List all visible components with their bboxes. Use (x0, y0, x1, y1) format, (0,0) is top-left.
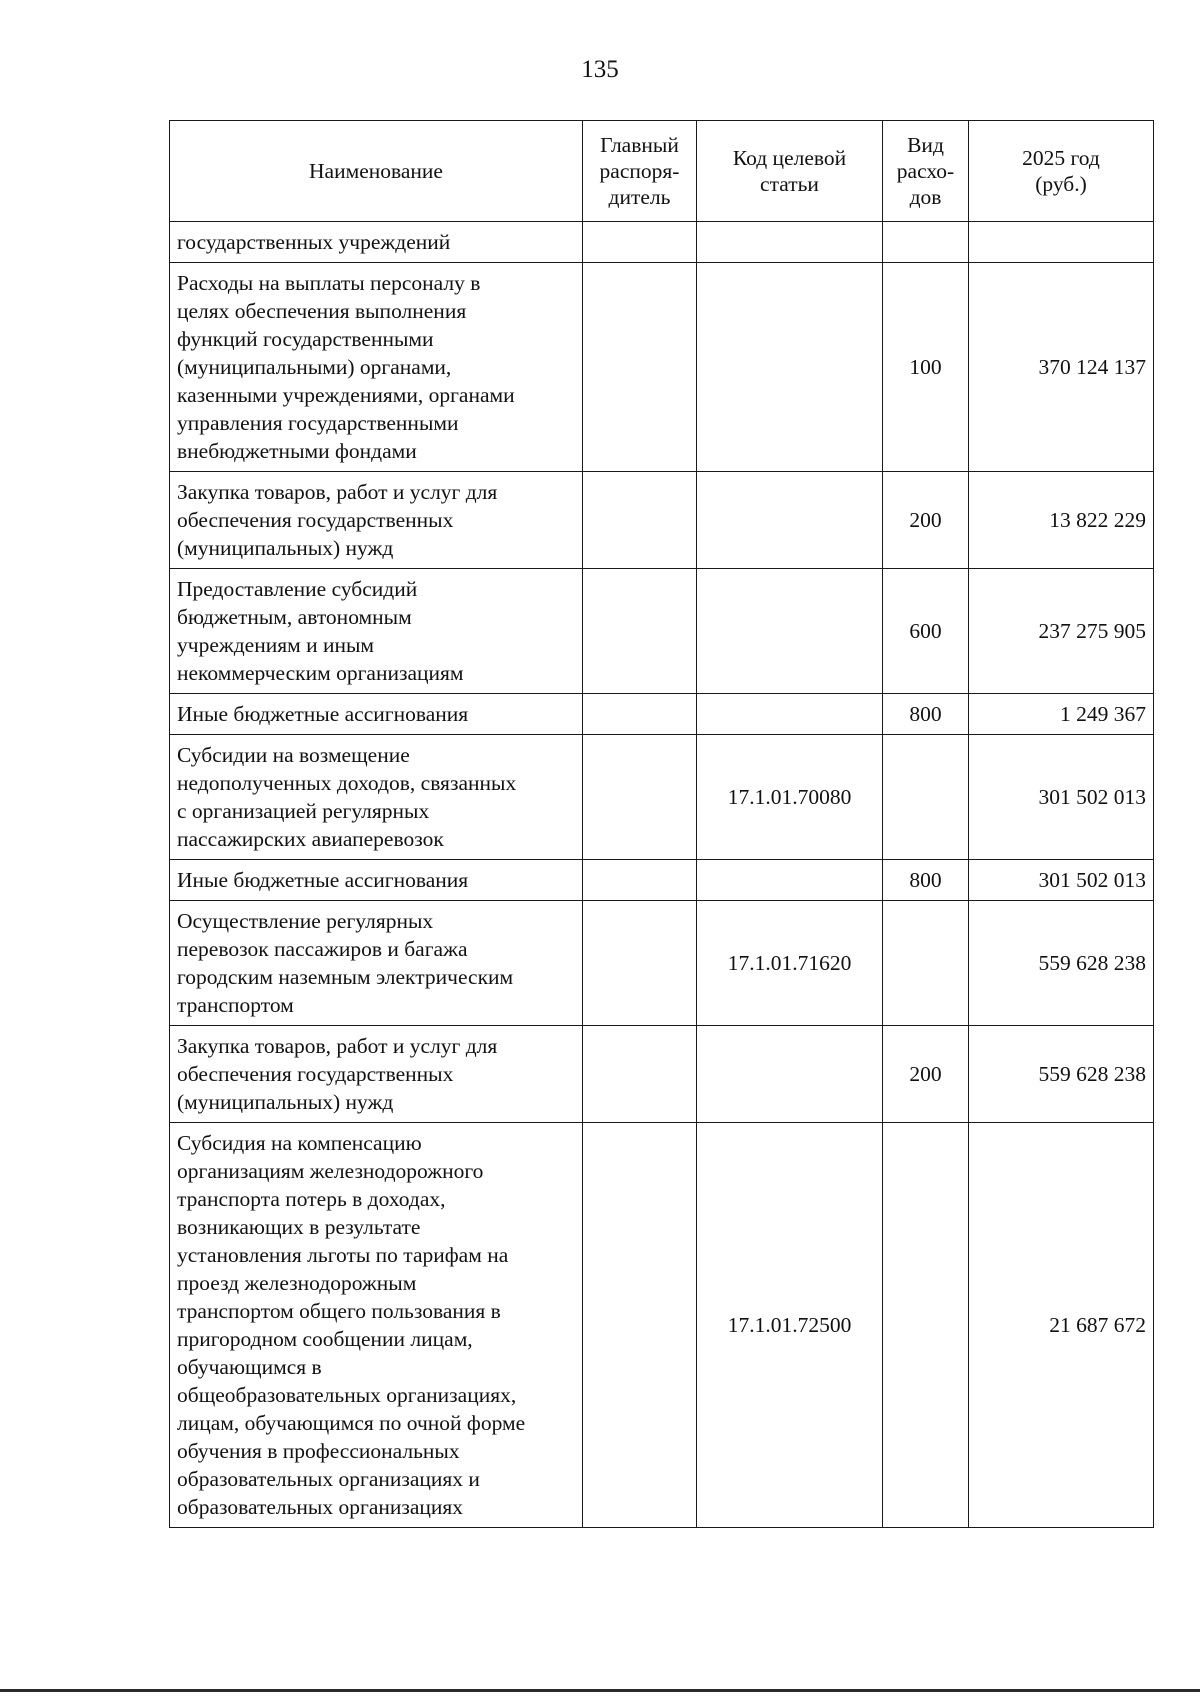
table-row (170, 860, 1154, 901)
table-row (170, 735, 1154, 860)
row-main-manager (583, 222, 697, 263)
header-amount (969, 121, 1154, 222)
row-target-code (697, 569, 883, 694)
table-row (170, 1123, 1154, 1528)
row-name: Иные бюджетные ассигнования (170, 694, 583, 735)
header-amount-label: 2025 год (руб.) (1022, 146, 1100, 196)
row-name: Предоставление субсидий бюджетным, автономным учреждениям и иным некоммерческим организациям (170, 569, 583, 694)
row-name: Иные бюджетные ассигнования (170, 860, 583, 901)
row-name: государственных учреждений (170, 222, 583, 263)
row-amount (969, 222, 1154, 263)
table-header-row (170, 121, 1154, 222)
row-target-code (697, 860, 883, 901)
page-number: 135 (581, 56, 619, 83)
row-main-manager (583, 1026, 697, 1123)
row-amount: 237 275 905 (969, 569, 1154, 694)
row-main-manager (583, 263, 697, 472)
row-target-code (697, 222, 883, 263)
row-expense-type (883, 735, 969, 860)
row-main-manager (583, 901, 697, 1026)
header-main-manager-label: Главный распоря- дитель (599, 133, 680, 209)
row-name: Субсидии на возмещение недополученных доходов, связанных с организацией регулярных пассажирских авиаперевозок (170, 735, 583, 860)
budget-table (169, 120, 1154, 1528)
row-expense-type (883, 1123, 969, 1528)
table-row (170, 263, 1154, 472)
row-main-manager (583, 735, 697, 860)
row-expense-type: 200 (883, 1026, 969, 1123)
row-name: Субсидия на компенсацию организациям железнодорожного транспорта потерь в доходах, возникающих в результате установления льготы по тарифам на проезд железнодорожным транспортом общего пользования в пригородном сообщении лицам, обучающимся в общеобразовательных организациях, лицам, обучающимся по очной форме обучения в профессиональных образовательных организациях и образовательных организациях (170, 1123, 583, 1528)
table-row (170, 901, 1154, 1026)
header-name (170, 121, 583, 222)
bottom-rule (0, 1689, 1200, 1692)
header-name-label: Наименование (309, 159, 443, 183)
row-name: Осуществление регулярных перевозок пассажиров и багажа городским наземным электрическим транспортом (170, 901, 583, 1026)
row-target-code (697, 694, 883, 735)
row-expense-type: 800 (883, 694, 969, 735)
row-expense-type: 800 (883, 860, 969, 901)
row-name: Закупка товаров, работ и услуг для обеспечения государственных (муниципальных) нужд (170, 472, 583, 569)
row-amount: 559 628 238 (969, 901, 1154, 1026)
row-expense-type (883, 222, 969, 263)
row-expense-type (883, 901, 969, 1026)
header-target-code (697, 121, 883, 222)
header-expense-type-label: Вид расхо- дов (896, 133, 955, 209)
table-row (170, 222, 1154, 263)
table-row (170, 569, 1154, 694)
row-amount: 13 822 229 (969, 472, 1154, 569)
row-name: Закупка товаров, работ и услуг для обеспечения государственных (муниципальных) нужд (170, 1026, 583, 1123)
row-main-manager (583, 860, 697, 901)
row-main-manager (583, 1123, 697, 1528)
row-amount: 301 502 013 (969, 860, 1154, 901)
row-main-manager (583, 569, 697, 694)
header-expense-type (883, 121, 969, 222)
row-expense-type: 200 (883, 472, 969, 569)
row-target-code: 17.1.01.72500 (697, 1123, 883, 1528)
row-amount: 1 249 367 (969, 694, 1154, 735)
row-amount: 21 687 672 (969, 1123, 1154, 1528)
row-amount: 370 124 137 (969, 263, 1154, 472)
row-expense-type: 600 (883, 569, 969, 694)
table-row (170, 1026, 1154, 1123)
row-main-manager (583, 472, 697, 569)
header-target-code-label: Код целевой статьи (732, 146, 847, 196)
table-row (170, 694, 1154, 735)
row-main-manager (583, 694, 697, 735)
header-main-manager (583, 121, 697, 222)
row-amount: 559 628 238 (969, 1026, 1154, 1123)
row-target-code (697, 263, 883, 472)
row-name: Расходы на выплаты персоналу в целях обеспечения выполнения функций государственными (муниципальными) органами, казенными учреждениями, органами управления государственными внебюджетными фондами (170, 263, 583, 472)
row-target-code: 17.1.01.70080 (697, 735, 883, 860)
row-target-code: 17.1.01.71620 (697, 901, 883, 1026)
row-target-code (697, 1026, 883, 1123)
row-expense-type: 100 (883, 263, 969, 472)
table-row (170, 472, 1154, 569)
row-target-code (697, 472, 883, 569)
row-amount: 301 502 013 (969, 735, 1154, 860)
